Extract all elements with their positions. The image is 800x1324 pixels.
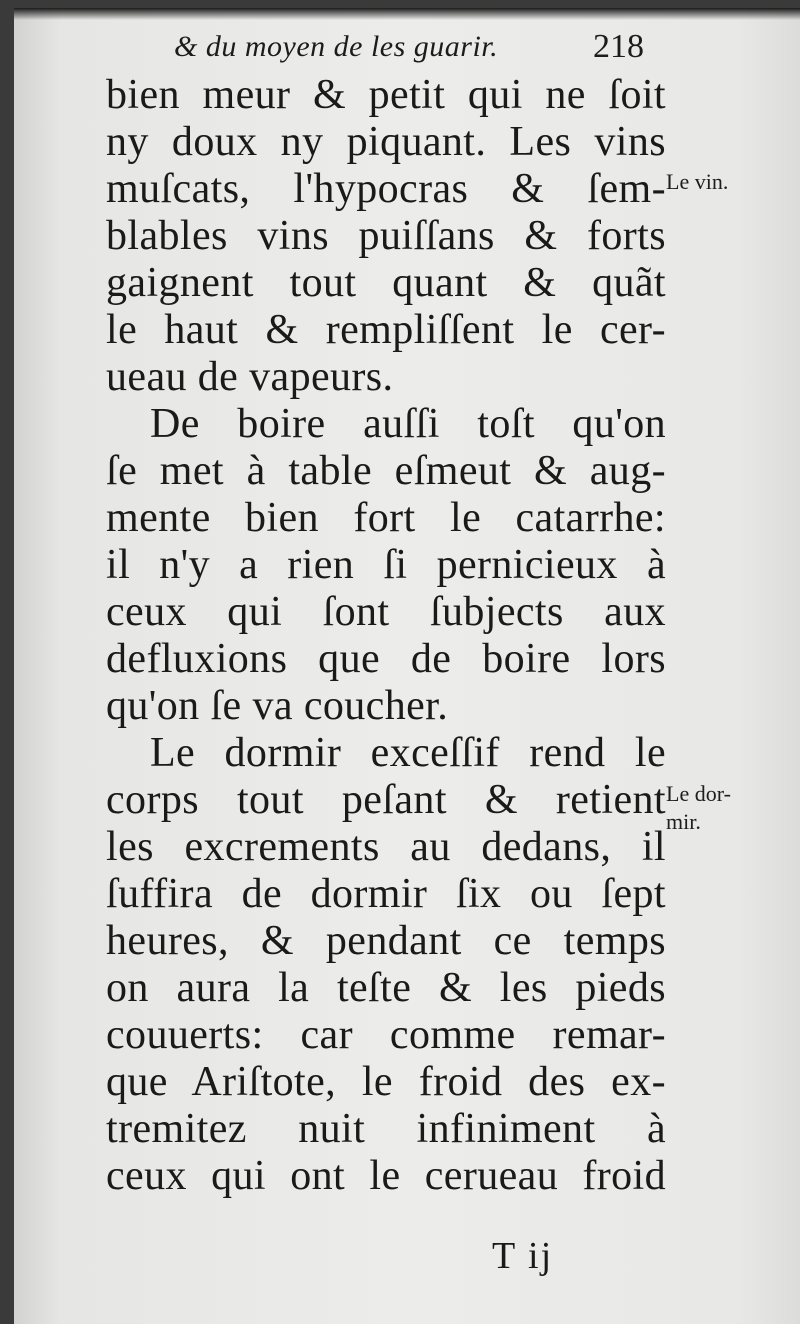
text-line: corps tout peſant & retient (106, 777, 666, 823)
text-line: qu'on ſe va coucher. (106, 683, 449, 729)
running-title: & du moyen de les guarir. (174, 30, 499, 63)
signature-mark: T ij (492, 1235, 554, 1277)
text-line: que Ariſtote, le froid des ex- (106, 1059, 666, 1105)
text-line: couuerts: car comme remar- (106, 1012, 666, 1058)
body-text (106, 72, 666, 1200)
text-line: ceux qui ſont ſubjects aux (106, 589, 666, 635)
margin-note-dormir-line-2: mir. (666, 809, 701, 834)
text-line: blables vins puiſſans & forts (106, 213, 666, 259)
paragraph-start-line: De boire auſſi toſt qu'on (150, 401, 666, 447)
text-line: defluxions que de boire lors (106, 636, 666, 682)
margin-note-vin: Le vin. (666, 169, 729, 194)
text-line: tremitez nuit infiniment à (106, 1106, 666, 1152)
text-line: on aura la teſte & les pieds (106, 965, 666, 1011)
text-line: ny doux ny piquant. Les vins (106, 119, 666, 165)
margin-note-dormir-line-1: Le dor- (666, 781, 731, 806)
text-line: gaignent tout quant & quãt (106, 260, 666, 306)
text-line: ceux qui ont le cerueau froid (106, 1153, 666, 1199)
text-line: le haut & rempliſſent le cer- (106, 307, 666, 353)
paragraph-start-line: Le dormir exceſſif rend le (150, 730, 666, 776)
text-line: ſe met à table eſmeut & aug- (106, 448, 666, 494)
book-page (14, 8, 800, 1324)
page-edge-shadow (14, 8, 800, 20)
text-line: ſuffira de dormir ſix ou ſept (106, 871, 666, 917)
text-line: ueau de vapeurs. (106, 354, 394, 400)
page-number: 218 (593, 28, 644, 65)
text-line: heures, & pendant ce temps (106, 918, 666, 964)
text-line: muſcats, l'hypocras & ſem- (106, 166, 666, 212)
text-line: il n'y a rien ſi pernicieux à (106, 542, 666, 588)
text-line: bien meur & petit qui ne ſoit (106, 72, 666, 118)
text-line: les excrements au dedans, il (106, 824, 666, 870)
margin-note-dormir (666, 780, 731, 836)
text-line: mente bien fort le catarrhe: (106, 495, 666, 541)
